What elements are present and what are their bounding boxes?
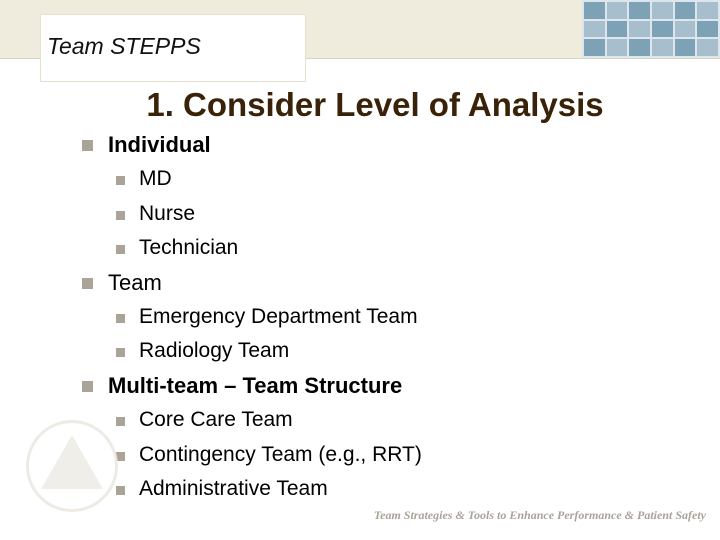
bullet-item bbox=[80, 440, 700, 474]
bullet-text: Technician bbox=[139, 236, 239, 260]
bullet-item bbox=[80, 474, 700, 508]
slide-title: 1. Consider Level of Analysis bbox=[146, 86, 604, 123]
square-bullet-icon bbox=[116, 211, 125, 220]
bullet-text: Team bbox=[108, 269, 162, 295]
bullet-text: Emergency Department Team bbox=[139, 304, 418, 328]
bullet-text: Nurse bbox=[139, 201, 196, 225]
bullet-text: Contingency Team (e.g., RRT) bbox=[139, 442, 422, 466]
logo-box bbox=[40, 14, 306, 82]
bullet-text: Radiology Team bbox=[139, 339, 290, 363]
bullet-list bbox=[80, 130, 700, 508]
decorative-grid bbox=[582, 0, 720, 58]
bullet-text: MD bbox=[139, 167, 172, 191]
bullet-item bbox=[80, 164, 700, 198]
emblem-watermark bbox=[26, 420, 118, 512]
square-bullet-icon bbox=[82, 381, 93, 392]
square-bullet-icon bbox=[116, 245, 125, 254]
bullet-item bbox=[80, 371, 700, 405]
square-bullet-icon bbox=[116, 348, 125, 357]
square-bullet-icon bbox=[116, 486, 125, 495]
bullet-item bbox=[80, 130, 700, 164]
bullet-text: Multi-team – Team Structure bbox=[108, 372, 403, 398]
footer-tagline: Team Strategies & Tools to Enhance Performance & Patient Safety bbox=[373, 508, 706, 522]
bullet-item bbox=[80, 302, 700, 336]
square-bullet-icon bbox=[116, 176, 125, 185]
bullet-item bbox=[80, 405, 700, 439]
bullet-text: Core Care Team bbox=[139, 408, 293, 432]
bullet-item bbox=[80, 268, 700, 302]
bullet-item bbox=[80, 233, 700, 267]
square-bullet-icon bbox=[82, 278, 93, 289]
square-bullet-icon bbox=[116, 314, 125, 323]
bullet-item bbox=[80, 199, 700, 233]
square-bullet-icon bbox=[82, 140, 93, 151]
logo-text: Team STEPPS bbox=[47, 33, 201, 59]
bullet-text: Individual bbox=[108, 132, 211, 157]
bullet-item bbox=[80, 336, 700, 370]
bullet-text: Administrative Team bbox=[139, 476, 328, 500]
square-bullet-icon bbox=[116, 417, 125, 426]
